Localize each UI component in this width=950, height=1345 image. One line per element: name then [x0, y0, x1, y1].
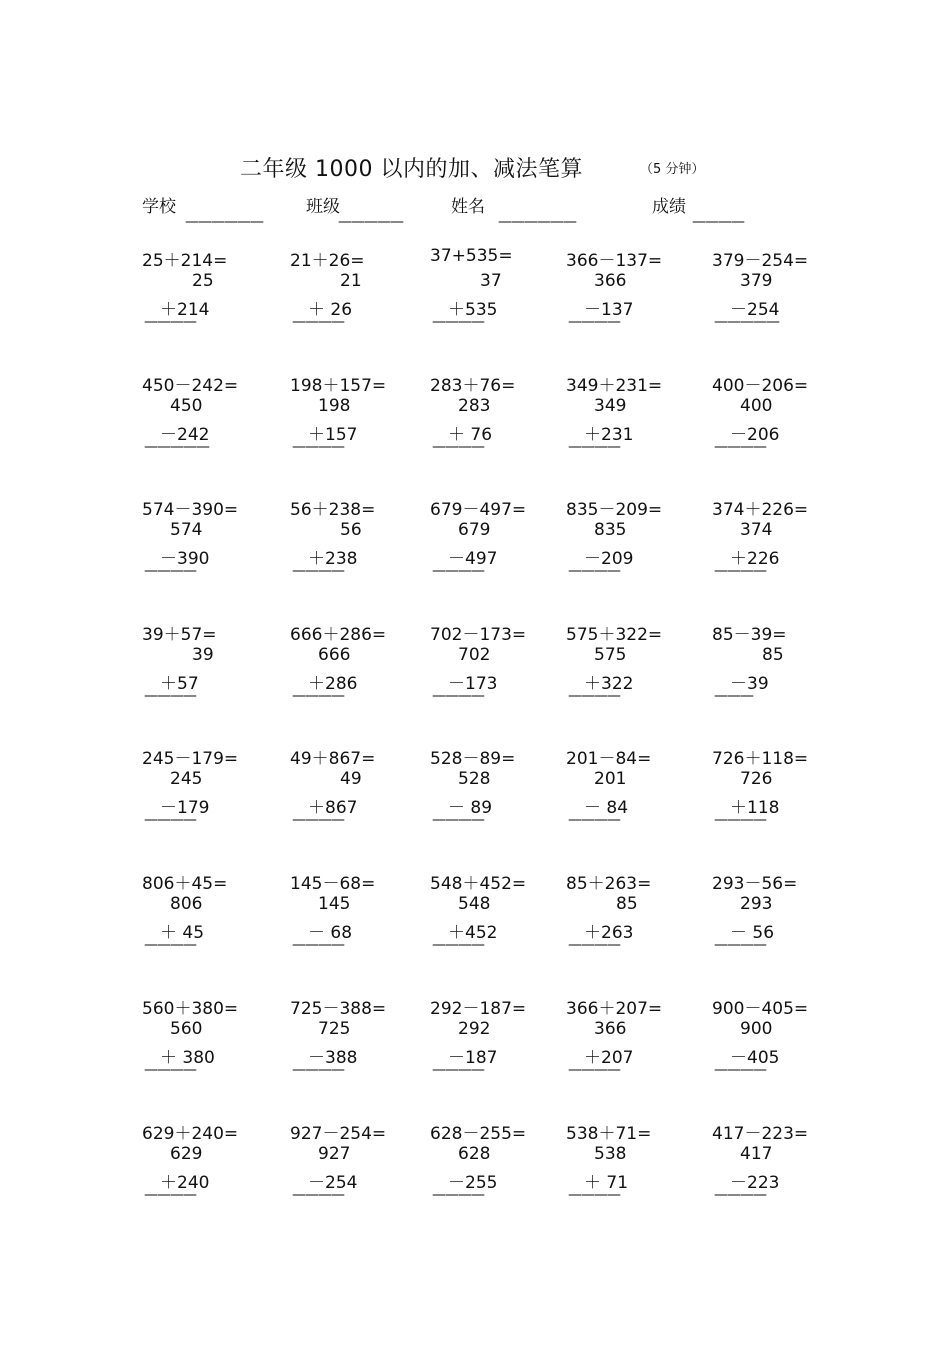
equation-text: 666＋286=: [290, 625, 387, 645]
equation-text: 900－405=: [712, 999, 809, 1019]
problem-1-5: [712, 246, 822, 346]
vertical-operand: ＋157: [308, 425, 358, 445]
vertical-operand: －254: [730, 300, 780, 320]
answer-line[interactable]: ————: [568, 439, 620, 455]
equation-text: 528－89=: [430, 749, 516, 769]
vertical-operand: －388: [308, 1048, 358, 1068]
answer-line[interactable]: ————: [568, 812, 620, 828]
vertical-operand: －255: [448, 1173, 498, 1193]
equation-text: 806＋45=: [142, 874, 228, 894]
problem-8-4: [566, 1119, 676, 1219]
vertical-top-number: 198: [318, 396, 351, 416]
name-blank[interactable]: ——————: [498, 214, 576, 230]
vertical-top-number: 85: [762, 645, 784, 665]
class-blank[interactable]: —————: [338, 214, 403, 230]
answer-line[interactable]: ————: [714, 937, 766, 953]
equation-text: 201－84=: [566, 749, 652, 769]
vertical-operand: －390: [160, 549, 210, 569]
equation-text: 283＋76=: [430, 376, 516, 396]
problem-5-5: [712, 744, 822, 844]
problem-4-2: [290, 620, 400, 720]
vertical-top-number: 538: [594, 1144, 627, 1164]
vertical-top-number: 366: [594, 271, 627, 291]
problem-2-1: [142, 371, 252, 471]
vertical-operand: － 89: [448, 798, 493, 818]
answer-line[interactable]: ————: [292, 439, 344, 455]
equation-text: 417－223=: [712, 1124, 809, 1144]
answer-line[interactable]: ————: [292, 1187, 344, 1203]
equation-text: 835－209=: [566, 500, 663, 520]
equation-text: 450－242=: [142, 376, 239, 396]
problem-5-4: [566, 744, 676, 844]
answer-line[interactable]: ————: [144, 314, 196, 330]
problem-6-5: [712, 869, 822, 969]
equation-text: 702－173=: [430, 625, 527, 645]
equation-text: 49＋867=: [290, 749, 376, 769]
problem-1-1: [142, 246, 252, 346]
problem-8-2: [290, 1119, 400, 1219]
answer-line[interactable]: ————: [714, 563, 766, 579]
vertical-operand: － 84: [584, 798, 629, 818]
equation-text: 725－388=: [290, 999, 387, 1019]
vertical-operand: －206: [730, 425, 780, 445]
equation-text: 374＋226=: [712, 500, 809, 520]
answer-line[interactable]: ————: [292, 563, 344, 579]
vertical-top-number: 835: [594, 520, 627, 540]
answer-line[interactable]: ————: [568, 1062, 620, 1078]
answer-line[interactable]: ————: [144, 812, 196, 828]
problem-5-2: [290, 744, 400, 844]
equation-text: 366＋207=: [566, 999, 663, 1019]
vertical-top-number: 245: [170, 769, 203, 789]
problem-2-5: [712, 371, 822, 471]
vertical-top-number: 49: [340, 769, 362, 789]
equation-text: 39＋57=: [142, 625, 217, 645]
problem-4-5: [712, 620, 822, 720]
answer-line[interactable]: ————: [714, 812, 766, 828]
problem-7-3: [430, 994, 540, 1094]
vertical-top-number: 806: [170, 894, 203, 914]
vertical-operand: ＋118: [730, 798, 780, 818]
equation-text: 145－68=: [290, 874, 376, 894]
equation-text: 726＋118=: [712, 749, 809, 769]
vertical-top-number: 528: [458, 769, 491, 789]
vertical-operand: ＋238: [308, 549, 358, 569]
vertical-top-number: 39: [192, 645, 214, 665]
equation-text: 198＋157=: [290, 376, 387, 396]
vertical-top-number: 679: [458, 520, 491, 540]
answer-line[interactable]: ————: [292, 937, 344, 953]
vertical-top-number: 21: [340, 271, 362, 291]
score-blank[interactable]: ————: [692, 214, 744, 230]
answer-line[interactable]: ————: [144, 1187, 196, 1203]
problem-2-2: [290, 371, 400, 471]
vertical-top-number: 725: [318, 1019, 351, 1039]
vertical-top-number: 292: [458, 1019, 491, 1039]
problem-6-2: [290, 869, 400, 969]
vertical-top-number: 293: [740, 894, 773, 914]
answer-line[interactable]: ————: [144, 563, 196, 579]
vertical-top-number: 927: [318, 1144, 351, 1164]
worksheet-header: [0, 152, 950, 182]
vertical-operand: ＋240: [160, 1173, 210, 1193]
vertical-operand: ＋ 71: [584, 1173, 629, 1193]
problem-2-3: [430, 371, 540, 471]
vertical-top-number: 548: [458, 894, 491, 914]
school-label: 学校: [142, 197, 176, 217]
vertical-top-number: 201: [594, 769, 627, 789]
problem-6-3: [430, 869, 540, 969]
vertical-top-number: 629: [170, 1144, 203, 1164]
answer-line[interactable]: ————: [568, 1187, 620, 1203]
equation-text: 85－39=: [712, 625, 787, 645]
problem-4-1: [142, 620, 252, 720]
vertical-top-number: 575: [594, 645, 627, 665]
vertical-operand: －187: [448, 1048, 498, 1068]
problem-8-3: [430, 1119, 540, 1219]
problem-3-3: [430, 495, 540, 595]
problem-3-1: [142, 495, 252, 595]
equation-text: 366－137=: [566, 251, 663, 271]
answer-line[interactable]: ————: [432, 688, 484, 704]
problem-2-4: [566, 371, 676, 471]
equation-text: 575＋322=: [566, 625, 663, 645]
answer-line[interactable]: ————: [292, 812, 344, 828]
equation-text: 85＋263=: [566, 874, 652, 894]
equation-text: 37+535=: [430, 246, 513, 266]
answer-line[interactable]: ————: [432, 937, 484, 953]
vertical-top-number: 628: [458, 1144, 491, 1164]
vertical-operand: －39: [730, 674, 769, 694]
vertical-top-number: 85: [616, 894, 638, 914]
vertical-operand: －223: [730, 1173, 780, 1193]
vertical-operand: ＋ 76: [448, 425, 493, 445]
vertical-operand: －179: [160, 798, 210, 818]
answer-line[interactable]: ————: [432, 439, 484, 455]
answer-line[interactable]: ———: [714, 688, 753, 704]
equation-text: 629＋240=: [142, 1124, 239, 1144]
answer-line[interactable]: ————: [568, 314, 620, 330]
answer-line[interactable]: ————: [714, 1062, 766, 1078]
equation-text: 538＋71=: [566, 1124, 652, 1144]
answer-line[interactable]: ————: [432, 314, 484, 330]
equation-text: 927－254=: [290, 1124, 387, 1144]
problem-5-1: [142, 744, 252, 844]
problem-3-5: [712, 495, 822, 595]
answer-line[interactable]: ————: [144, 688, 196, 704]
equation-text: 349＋231=: [566, 376, 663, 396]
vertical-operand: ＋ 26: [308, 300, 353, 320]
equation-text: 292－187=: [430, 999, 527, 1019]
equation-text: 25＋214=: [142, 251, 228, 271]
problem-7-4: [566, 994, 676, 1094]
equation-text: 560＋380=: [142, 999, 239, 1019]
answer-line[interactable]: ————: [568, 563, 620, 579]
answer-line[interactable]: ————: [714, 1187, 766, 1203]
vertical-operand: －209: [584, 549, 634, 569]
vertical-operand: ＋231: [584, 425, 634, 445]
page-title: 二年级 1000 以内的加、减法笔算: [240, 157, 583, 182]
vertical-top-number: 400: [740, 396, 773, 416]
problem-5-3: [430, 744, 540, 844]
answer-line[interactable]: ————: [292, 314, 344, 330]
answer-line[interactable]: ————: [432, 1187, 484, 1203]
answer-line[interactable]: ————: [714, 439, 766, 455]
answer-line[interactable]: ————: [568, 937, 620, 953]
vertical-top-number: 145: [318, 894, 351, 914]
vertical-top-number: 560: [170, 1019, 203, 1039]
vertical-operand: ＋867: [308, 798, 358, 818]
vertical-top-number: 283: [458, 396, 491, 416]
vertical-operand: ＋286: [308, 674, 358, 694]
vertical-top-number: 574: [170, 520, 203, 540]
problem-3-4: [566, 495, 676, 595]
problem-7-2: [290, 994, 400, 1094]
vertical-operand: ＋214: [160, 300, 210, 320]
problem-7-1: [142, 994, 252, 1094]
class-label: 班级: [306, 197, 340, 217]
equation-text: 56＋238=: [290, 500, 376, 520]
vertical-operand: ＋322: [584, 674, 634, 694]
vertical-top-number: 702: [458, 645, 491, 665]
vertical-operand: －497: [448, 549, 498, 569]
vertical-operand: － 56: [730, 923, 775, 943]
problem-8-5: [712, 1119, 822, 1219]
vertical-operand: －242: [160, 425, 210, 445]
vertical-operand: －405: [730, 1048, 780, 1068]
equation-text: 574－390=: [142, 500, 239, 520]
vertical-top-number: 25: [192, 271, 214, 291]
equation-text: 400－206=: [712, 376, 809, 396]
problem-1-3: [430, 246, 540, 346]
problem-7-5: [712, 994, 822, 1094]
answer-line[interactable]: ————: [144, 937, 196, 953]
answer-line[interactable]: —————: [144, 439, 209, 455]
score-label: 成绩: [652, 197, 686, 217]
vertical-top-number: 366: [594, 1019, 627, 1039]
answer-line[interactable]: ————: [144, 1062, 196, 1078]
vertical-top-number: 56: [340, 520, 362, 540]
vertical-top-number: 726: [740, 769, 773, 789]
vertical-operand: －137: [584, 300, 634, 320]
vertical-operand: － 68: [308, 923, 353, 943]
school-blank[interactable]: ——————: [185, 214, 263, 230]
problem-3-2: [290, 495, 400, 595]
vertical-operand: ＋207: [584, 1048, 634, 1068]
vertical-operand: －254: [308, 1173, 358, 1193]
equation-text: 21＋26=: [290, 251, 365, 271]
vertical-operand: ＋ 45: [160, 923, 205, 943]
problem-1-4: [566, 246, 676, 346]
answer-line[interactable]: ————: [432, 563, 484, 579]
vertical-top-number: 417: [740, 1144, 773, 1164]
vertical-top-number: 37: [480, 271, 502, 291]
answer-line[interactable]: ————: [432, 1062, 484, 1078]
equation-text: 548＋452=: [430, 874, 527, 894]
student-info-row: [0, 192, 950, 242]
vertical-top-number: 450: [170, 396, 203, 416]
problem-4-3: [430, 620, 540, 720]
vertical-top-number: 374: [740, 520, 773, 540]
vertical-top-number: 379: [740, 271, 773, 291]
answer-line[interactable]: ————: [292, 688, 344, 704]
vertical-operand: ＋ 380: [160, 1048, 215, 1068]
problem-4-4: [566, 620, 676, 720]
problem-6-4: [566, 869, 676, 969]
answer-line[interactable]: —————: [714, 314, 779, 330]
equation-text: 293－56=: [712, 874, 798, 894]
equation-text: 379－254=: [712, 251, 809, 271]
vertical-top-number: 349: [594, 396, 627, 416]
equation-text: 245－179=: [142, 749, 239, 769]
vertical-top-number: 900: [740, 1019, 773, 1039]
problem-6-1: [142, 869, 252, 969]
equation-text: 628－255=: [430, 1124, 527, 1144]
answer-line[interactable]: ————: [568, 688, 620, 704]
problem-1-2: [290, 246, 400, 346]
vertical-operand: ＋57: [160, 674, 199, 694]
vertical-operand: ＋226: [730, 549, 780, 569]
vertical-operand: ＋535: [448, 300, 498, 320]
answer-line[interactable]: ————: [432, 812, 484, 828]
vertical-operand: ＋263: [584, 923, 634, 943]
vertical-operand: －173: [448, 674, 498, 694]
time-limit-note: （5 分钟）: [640, 162, 705, 177]
equation-text: 679－497=: [430, 500, 527, 520]
answer-line[interactable]: ————: [292, 1062, 344, 1078]
vertical-operand: ＋452: [448, 923, 498, 943]
problem-8-1: [142, 1119, 252, 1219]
vertical-top-number: 666: [318, 645, 351, 665]
name-label: 姓名: [451, 197, 485, 217]
